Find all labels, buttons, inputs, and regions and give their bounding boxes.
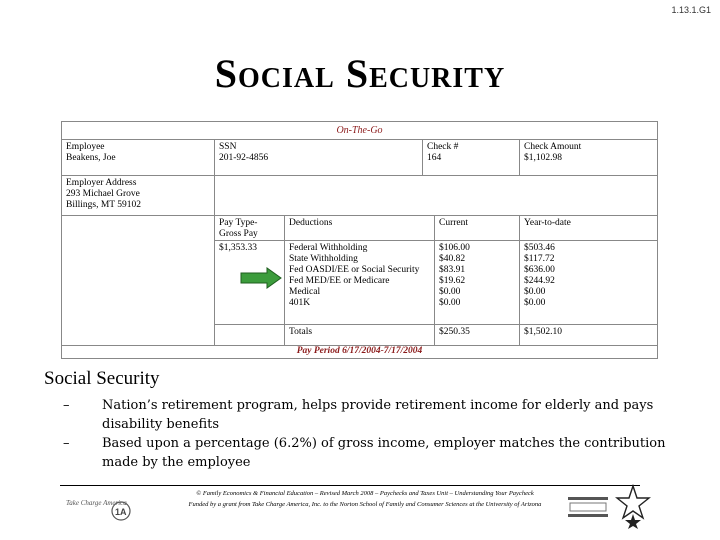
employer-address-line2: Billings, MT 59102 [66, 200, 142, 210]
gross-pay-value: $1,353.33 [219, 243, 257, 253]
bullet-item: – Nation’s retirement program, helps provide retirement income for elderly and pays disability benefits [44, 396, 684, 434]
check-amount-value: $1,102.98 [524, 153, 562, 163]
ytd-label: Year-to-date [524, 218, 571, 228]
star-logo-icon [615, 484, 651, 530]
deduction-name: Fed OASDI/EE or Social Security [289, 265, 420, 275]
deduction-ytd-values [519, 240, 657, 324]
section-heading: Social Security [44, 368, 160, 389]
pay-stub [61, 121, 658, 359]
current-label: Current [439, 218, 469, 228]
bullet-item: – Based upon a percentage (6.2%) of gross income, employer matches the contribution made by the employee [44, 434, 684, 472]
totals-current: $250.35 [439, 327, 470, 337]
totals-ytd-cell [519, 324, 657, 345]
employer-address-label: Employer Address [66, 178, 137, 188]
deduction-ytd: $636.00 [524, 265, 555, 275]
highlight-arrow-icon [240, 267, 282, 289]
university-logo-icon [566, 494, 610, 520]
take-charge-america-logo-icon [64, 494, 136, 522]
deduction-ytd: $244.92 [524, 276, 555, 286]
footer-credits [130, 488, 600, 510]
stub-company-name: On-The-Go [336, 125, 383, 136]
footer-line1: © Family Economics & Financial Education – Revised March 2008 – Paychecks and Taxes Unit – Understanding Your Paycheck [196, 490, 534, 497]
deduction-current: $40.82 [439, 254, 466, 264]
deduction-current: $0.00 [439, 298, 461, 308]
check-number-label: Check # [427, 142, 459, 152]
totals-blank-cell [214, 324, 284, 345]
deduction-current: $0.00 [439, 287, 461, 297]
employee-cell [62, 139, 214, 175]
employee-label: Employee [66, 142, 105, 152]
footer-line2: Funded by a grant from Take Charge America, Inc. to the Norton School of Family and Consumer Sciences at the University of Arizona [188, 501, 542, 508]
check-amount-label: Check Amount [524, 142, 582, 152]
employer-address-line1: 293 Michael Grove [66, 189, 140, 199]
deduction-name: Medical [289, 287, 321, 297]
pay-period: Pay Period 6/17/2004-7/17/2004 [296, 346, 423, 356]
stub-blank-left [62, 215, 214, 345]
deduction-name: Fed MED/EE or Medicare [289, 276, 390, 286]
deductions-header [284, 215, 434, 240]
page-title: Social Security [214, 51, 506, 96]
logo-left-badge: 1A [115, 507, 127, 517]
footer-divider [60, 485, 640, 486]
deduction-name: Federal Withholding [289, 243, 368, 253]
deduction-name: State Withholding [289, 254, 358, 264]
ssn-label: SSN [219, 142, 237, 152]
deduction-current: $83.91 [439, 265, 466, 275]
totals-current-cell [434, 324, 519, 345]
deduction-names [284, 240, 434, 324]
content-section [44, 366, 684, 472]
deduction-name: 401K [289, 298, 311, 308]
slide-number: 1.13.1.G1 [671, 5, 711, 15]
totals-label-cell [284, 324, 434, 345]
check-number-cell [422, 139, 519, 175]
logo-left-text: Take Charge America [66, 499, 127, 507]
deduction-current-values [434, 240, 519, 324]
deduction-current: $19.62 [439, 276, 466, 286]
deduction-ytd: $0.00 [524, 287, 546, 297]
ytd-header [519, 215, 657, 240]
employee-value: Beakens, Joe [66, 153, 116, 163]
deductions-label: Deductions [289, 218, 333, 228]
address-blank-cell [214, 175, 657, 215]
pay-type-label: Pay Type- [219, 218, 258, 228]
deduction-ytd: $503.46 [524, 243, 555, 253]
gross-pay-label: Gross Pay [219, 229, 258, 239]
pay-type-header [214, 215, 284, 240]
deduction-ytd: $117.72 [524, 254, 555, 264]
check-amount-cell [519, 139, 657, 175]
current-header [434, 215, 519, 240]
bullet-list [44, 396, 684, 472]
deduction-ytd: $0.00 [524, 298, 546, 308]
employer-address-cell [62, 175, 214, 215]
totals-ytd: $1,502.10 [524, 327, 562, 337]
ssn-value: 201-92-4856 [219, 153, 269, 163]
deduction-current: $106.00 [439, 243, 470, 253]
totals-label: Totals [289, 327, 313, 337]
check-number-value: 164 [427, 153, 442, 163]
ssn-cell [214, 139, 422, 175]
